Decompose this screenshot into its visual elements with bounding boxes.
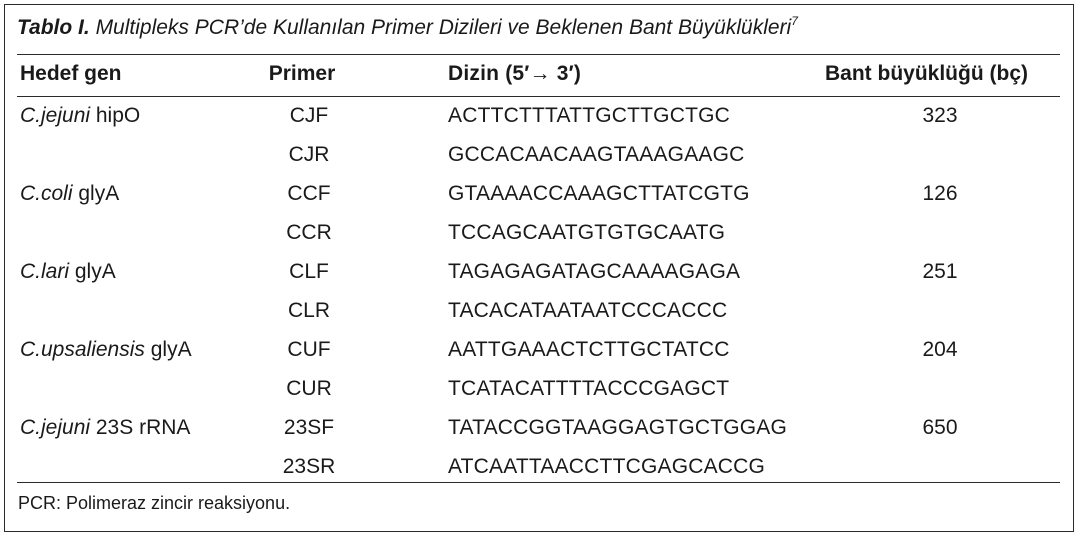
row-species: C.jejuni (20, 416, 91, 439)
row-species: C.lari (20, 260, 70, 283)
row-primer: CLR (287, 299, 330, 322)
row-primer: CJR (288, 143, 330, 166)
row-primer: 23SF (283, 416, 335, 439)
row-target-gene (20, 260, 116, 284)
row-sequence: ATCAATTAACCTTCGAGCACCG (448, 455, 766, 478)
header-rule (17, 96, 1060, 97)
row-sequence: GTAAAACCAAAGCTTATCGTG (448, 182, 750, 205)
header-sequence: Dizin (5′→ 3′) (448, 62, 582, 85)
row-gene: glyA (144, 338, 192, 361)
row-band-size: 251 (922, 260, 958, 283)
row-primer: CCR (286, 221, 332, 244)
header-gene: Hedef gen (20, 62, 122, 85)
top-rule (17, 54, 1060, 55)
row-gene: hipO (90, 104, 141, 127)
row-primer: CJF (289, 104, 329, 127)
row-gene: glyA (69, 260, 116, 283)
header-band-size: Bant büyüklüğü (bç) (825, 62, 1028, 85)
row-sequence: TACACATAATAATCCCACCC (448, 299, 728, 322)
row-sequence: ACTTCTTTATTGCTTGCTGC (448, 104, 731, 127)
row-band-size: 126 (922, 182, 958, 205)
row-sequence: TATACCGGTAAGGAGTGCTGGAG (448, 416, 788, 439)
row-gene: glyA (72, 182, 120, 205)
row-band-size: 650 (922, 416, 958, 439)
row-target-gene (20, 182, 119, 206)
header-primer: Primer (268, 62, 336, 85)
row-primer: CCF (287, 182, 331, 205)
caption-label: Tablo I. (17, 16, 90, 39)
bottom-rule (17, 482, 1060, 483)
row-gene: 23S rRNA (90, 416, 191, 439)
row-target-gene (20, 416, 190, 440)
row-target-gene (20, 338, 192, 362)
row-target-gene (20, 104, 140, 128)
row-species: C.coli (20, 182, 73, 205)
row-band-size: 204 (922, 338, 958, 361)
row-sequence: GCCACAACAAGTAAAGAAGC (448, 143, 745, 166)
row-species: C.upsaliensis (20, 338, 145, 361)
caption-text: Multipleks PCR’de Kullanılan Primer Dizileri ve Beklenen Bant Büyüklükleri (89, 16, 792, 39)
row-primer: CLF (289, 260, 329, 283)
table-footnote: PCR: Polimeraz zincir reaksiyonu. (18, 493, 291, 513)
row-sequence: AATTGAAACTCTTGCTATCC (448, 338, 730, 361)
row-primer: CUF (287, 338, 331, 361)
row-sequence: TCATACATTTTACCCGAGCT (448, 377, 730, 400)
table-caption (17, 14, 798, 40)
row-sequence: TCCAGCAATGTGTGCAATG (448, 221, 726, 244)
row-primer: CUR (286, 377, 332, 400)
caption-reference: 7 (791, 14, 798, 28)
row-sequence: TAGAGAGATAGCAAAAGAGA (448, 260, 741, 283)
row-band-size: 323 (922, 104, 958, 127)
row-primer: 23SR (282, 455, 336, 478)
row-species: C.jejuni (20, 104, 91, 127)
